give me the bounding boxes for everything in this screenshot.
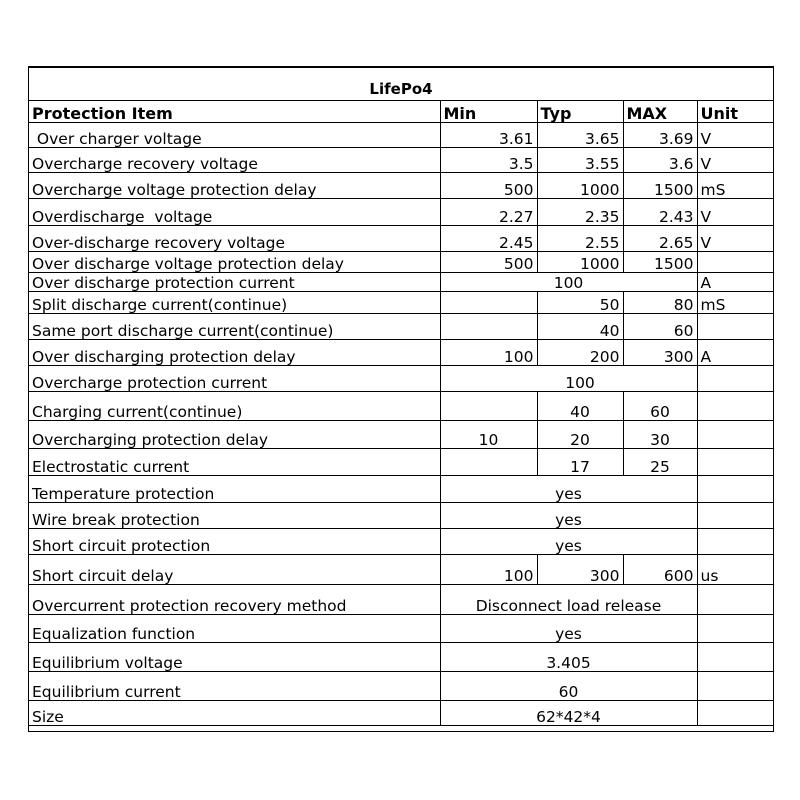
row-max: 2.65 <box>623 226 697 252</box>
row-unit <box>697 701 773 726</box>
row-min: 500 <box>440 173 537 199</box>
row-unit <box>697 643 773 672</box>
row-typ: 300 <box>537 555 623 585</box>
row-typ: 50 <box>537 292 623 314</box>
table-row <box>29 672 773 701</box>
table-row <box>29 366 773 392</box>
row-item: Size <box>29 701 440 726</box>
row-min: 2.45 <box>440 226 537 252</box>
row-unit: us <box>697 555 773 585</box>
row-unit <box>697 672 773 701</box>
row-unit <box>697 314 773 340</box>
protection-table <box>29 100 773 726</box>
row-unit: mS <box>697 292 773 314</box>
row-min <box>440 449 537 476</box>
header-min: Min <box>440 101 537 123</box>
row-item: Over discharge voltage protection delay <box>29 252 440 273</box>
row-value: yes <box>440 615 697 643</box>
table-row <box>29 173 773 199</box>
row-unit: mS <box>697 173 773 199</box>
row-item: Electrostatic current <box>29 449 440 476</box>
row-item: Overcharge recovery voltage <box>29 148 440 173</box>
table-row <box>29 701 773 726</box>
row-item: Temperature protection <box>29 476 440 503</box>
table-row <box>29 643 773 672</box>
row-max: 25 <box>623 449 697 476</box>
table-row <box>29 252 773 273</box>
row-unit: V <box>697 199 773 226</box>
row-min: 2.27 <box>440 199 537 226</box>
row-item: Equalization function <box>29 615 440 643</box>
row-value: 60 <box>440 672 697 701</box>
header-unit: Unit <box>697 101 773 123</box>
row-unit <box>697 421 773 449</box>
row-value: 62*42*4 <box>440 701 697 726</box>
row-item: Equilibrium voltage <box>29 643 440 672</box>
row-value: Disconnect load release <box>440 585 697 615</box>
row-typ: 3.55 <box>537 148 623 173</box>
row-typ: 17 <box>537 449 623 476</box>
table-row <box>29 226 773 252</box>
table-row <box>29 421 773 449</box>
table-row <box>29 449 773 476</box>
row-max <box>623 366 697 392</box>
row-max: 30 <box>623 421 697 449</box>
row-typ: 1000 <box>537 252 623 273</box>
table-row <box>29 273 773 292</box>
table-row <box>29 555 773 585</box>
row-unit <box>697 503 773 529</box>
row-unit <box>697 252 773 273</box>
row-unit: V <box>697 123 773 148</box>
table-row <box>29 340 773 366</box>
row-max: 2.43 <box>623 199 697 226</box>
row-typ: 200 <box>537 340 623 366</box>
row-item: Same port discharge current(continue) <box>29 314 440 340</box>
row-unit <box>697 392 773 421</box>
row-min: 10 <box>440 421 537 449</box>
row-item: Over-discharge recovery voltage <box>29 226 440 252</box>
row-item: Overcharge voltage protection delay <box>29 173 440 199</box>
row-typ: 20 <box>537 421 623 449</box>
row-min: 500 <box>440 252 537 273</box>
row-max: 3.69 <box>623 123 697 148</box>
row-item: Overcharging protection delay <box>29 421 440 449</box>
row-item: Over discharging protection delay <box>29 340 440 366</box>
row-max: 300 <box>623 340 697 366</box>
row-value: 3.405 <box>440 643 697 672</box>
row-min <box>440 366 537 392</box>
table-row <box>29 314 773 340</box>
bottom-border <box>29 731 773 732</box>
table-row <box>29 529 773 555</box>
row-typ: 2.55 <box>537 226 623 252</box>
table-row <box>29 585 773 615</box>
row-item: Overdischarge voltage <box>29 199 440 226</box>
row-max: 80 <box>623 292 697 314</box>
row-max: 60 <box>623 314 697 340</box>
row-min: 100 <box>440 340 537 366</box>
row-min <box>440 314 537 340</box>
row-item: Charging current(continue) <box>29 392 440 421</box>
table-row <box>29 615 773 643</box>
header-item: Protection Item <box>29 101 440 123</box>
row-typ: 1000 <box>537 173 623 199</box>
row-min <box>440 392 537 421</box>
row-typ: 2.35 <box>537 199 623 226</box>
row-max: 1500 <box>623 173 697 199</box>
table-row <box>29 392 773 421</box>
table-row <box>29 292 773 314</box>
row-max: 1500 <box>623 252 697 273</box>
row-unit <box>697 529 773 555</box>
row-value: 100 <box>440 273 697 292</box>
row-unit: A <box>697 340 773 366</box>
table-title: LifePo4 <box>369 80 433 98</box>
row-unit <box>697 476 773 503</box>
row-unit <box>697 449 773 476</box>
table-row <box>29 503 773 529</box>
row-value: yes <box>440 503 697 529</box>
row-item: Wire break protection <box>29 503 440 529</box>
row-typ: 40 <box>537 392 623 421</box>
row-unit: V <box>697 226 773 252</box>
row-typ: 3.65 <box>537 123 623 148</box>
row-min <box>440 292 537 314</box>
row-unit: A <box>697 273 773 292</box>
row-item: Over discharge protection current <box>29 273 440 292</box>
row-unit: V <box>697 148 773 173</box>
row-min: 3.5 <box>440 148 537 173</box>
row-unit <box>697 585 773 615</box>
row-item: Short circuit delay <box>29 555 440 585</box>
row-item: Over charger voltage <box>29 123 440 148</box>
header-max: MAX <box>623 101 697 123</box>
row-item: Overcharge protection current <box>29 366 440 392</box>
row-value: 100 <box>537 366 623 392</box>
row-item: Equilibrium current <box>29 672 440 701</box>
row-max: 3.6 <box>623 148 697 173</box>
row-value: yes <box>440 529 697 555</box>
row-item: Split discharge current(continue) <box>29 292 440 314</box>
row-max: 60 <box>623 392 697 421</box>
table-row <box>29 199 773 226</box>
row-item: Short circuit protection <box>29 529 440 555</box>
row-min: 100 <box>440 555 537 585</box>
row-min: 3.61 <box>440 123 537 148</box>
table-row <box>29 123 773 148</box>
spec-sheet <box>28 66 774 732</box>
table-row <box>29 476 773 503</box>
header-typ: Typ <box>537 101 623 123</box>
row-typ: 40 <box>537 314 623 340</box>
row-max: 600 <box>623 555 697 585</box>
row-unit <box>697 615 773 643</box>
header-row <box>29 101 773 123</box>
table-row <box>29 148 773 173</box>
row-value: yes <box>440 476 697 503</box>
row-item: Overcurrent protection recovery method <box>29 585 440 615</box>
row-unit <box>697 366 773 392</box>
